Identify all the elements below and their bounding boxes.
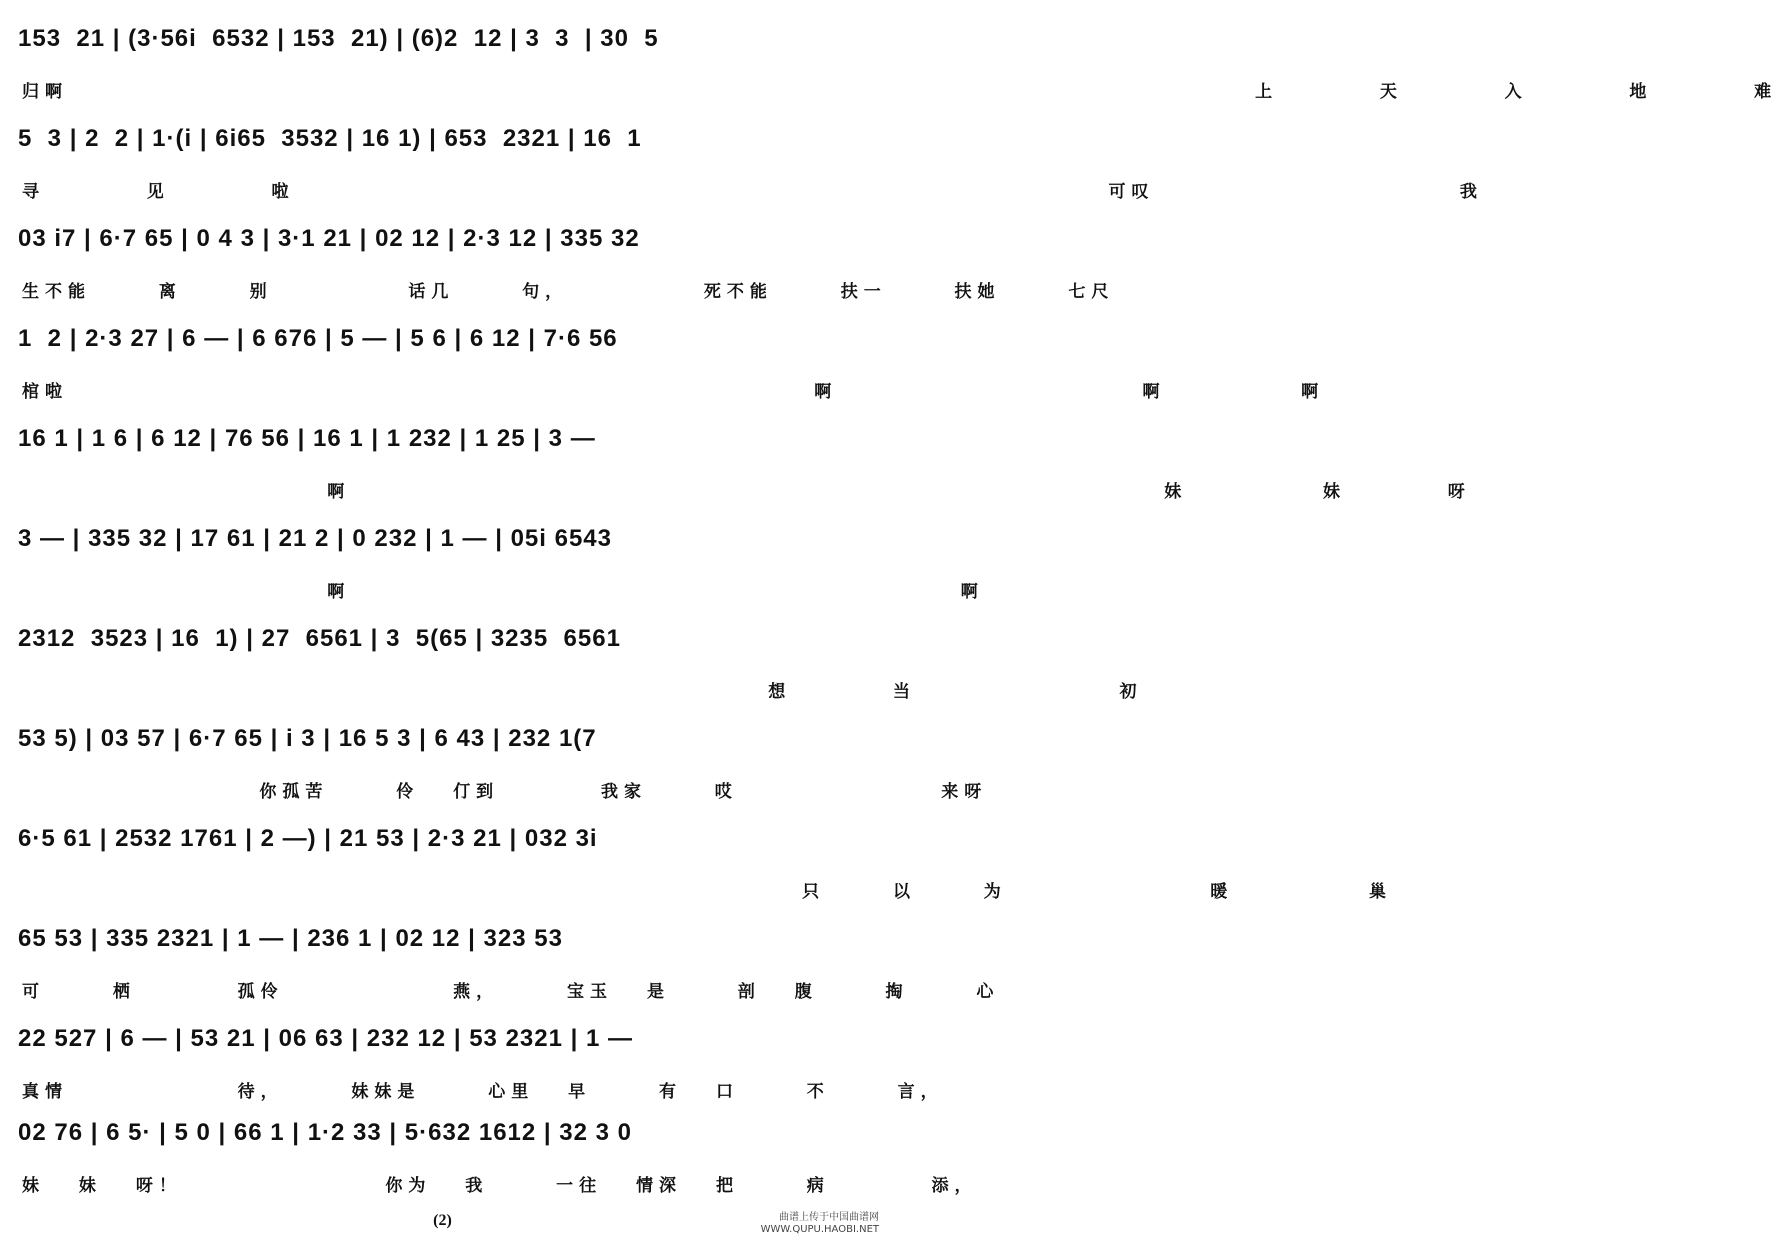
lyric-line: 归啊 上 天 入 地 难 (22, 82, 1777, 102)
lyric-line: 可 栖 孤伶 燕， 宝玉 是 剖 腹 掏 心 (22, 982, 1000, 1002)
lyric-line: 生不能 离 别 话几 句， 死不能 扶一 扶她 七尺 (22, 282, 1115, 302)
notation-line: 6·5 61 | 2532 1761 | 2 —) | 21 53 | 2·3 21 | 032 3i (18, 825, 598, 852)
score-system-9 (0, 814, 1392, 924)
notation-line: 22 527 | 6 — | 53 21 | 06 63 | 232 12 | 53 2321 | 1 — (18, 1025, 634, 1052)
score-system-5 (0, 414, 1471, 524)
notation-line: 3 — | 335 32 | 17 61 | 21 2 | 0 232 | 1 — | 05i 6543 (18, 525, 612, 552)
score-system-3 (0, 214, 1115, 324)
site-watermark (761, 1212, 879, 1236)
notation-line: 16 1 | 1 6 | 6 12 | 76 56 | 16 1 | 1 232 | 1 25 | 3 — (18, 425, 596, 452)
score-system-12 (0, 1108, 978, 1218)
watermark-line: 曲谱上传于中国曲谱网 (779, 1212, 879, 1223)
lyric-line: 只 以 为 暖 巢 (22, 882, 1392, 902)
lyric-line: 啊 啊 (22, 582, 984, 602)
notation-line: 1 2 | 2·3 27 | 6 — | 6 676 | 5 — | 5 6 | 6 12 | 7·6 56 (18, 325, 618, 352)
watermark-url: WWW.QUPU.HAOBI.NET (760, 1224, 879, 1235)
notation-line: 153 21 | (3·56i 6532 | 153 21) | (6)2 12 | 3 3 | 30 5 (18, 25, 659, 52)
lyric-line: 寻 见 啦 可叹 我 (22, 182, 1483, 202)
notation-line: 5 3 | 2 2 | 1·(i | 6i65 3532 | 16 1) | 653 2321 | 16 1 (18, 125, 642, 152)
lyric-line: 真情 待， 妹妹是 心里 早 有 口 不 言， (22, 1082, 944, 1102)
notation-line: 65 53 | 335 2321 | 1 — | 236 1 | 02 12 | 323 53 (18, 925, 563, 952)
score-system-6 (0, 514, 984, 624)
lyric-line: 棺啦 啊 啊 啊 (22, 382, 1325, 402)
notation-line: 2312 3523 | 16 1) | 27 6561 | 3 5(65 | 3235 6561 (18, 625, 621, 652)
notation-line: 02 76 | 6 5· | 5 0 | 66 1 | 1·2 33 | 5·632 1612 | 32 3 0 (18, 1119, 633, 1146)
score-system-1 (0, 14, 1777, 124)
lyric-line: 想 当 初 (22, 682, 1143, 702)
lyric-line: 啊 妹 妹 呀 (22, 482, 1471, 502)
score-system-10 (0, 914, 1000, 1024)
score-system-4 (0, 314, 1325, 424)
lyric-line: 你孤苦 伶 仃到 我家 哎 来呀 (22, 782, 988, 802)
lyric-line: 妹 妹 呀！ 你为 我 一往 情深 把 病 添， (22, 1176, 978, 1196)
page-number: (2) (433, 1212, 452, 1229)
score-system-2 (0, 114, 1483, 224)
notation-line: 03 i7 | 6·7 65 | 0 4 3 | 3·1 21 | 02 12 | 2·3 12 | 335 32 (18, 225, 640, 252)
score-system-7 (0, 614, 1143, 724)
score-system-8 (0, 714, 988, 824)
notation-line: 53 5) | 03 57 | 6·7 65 | i 3 | 16 5 3 | 6 43 | 232 1(7 (18, 725, 597, 752)
